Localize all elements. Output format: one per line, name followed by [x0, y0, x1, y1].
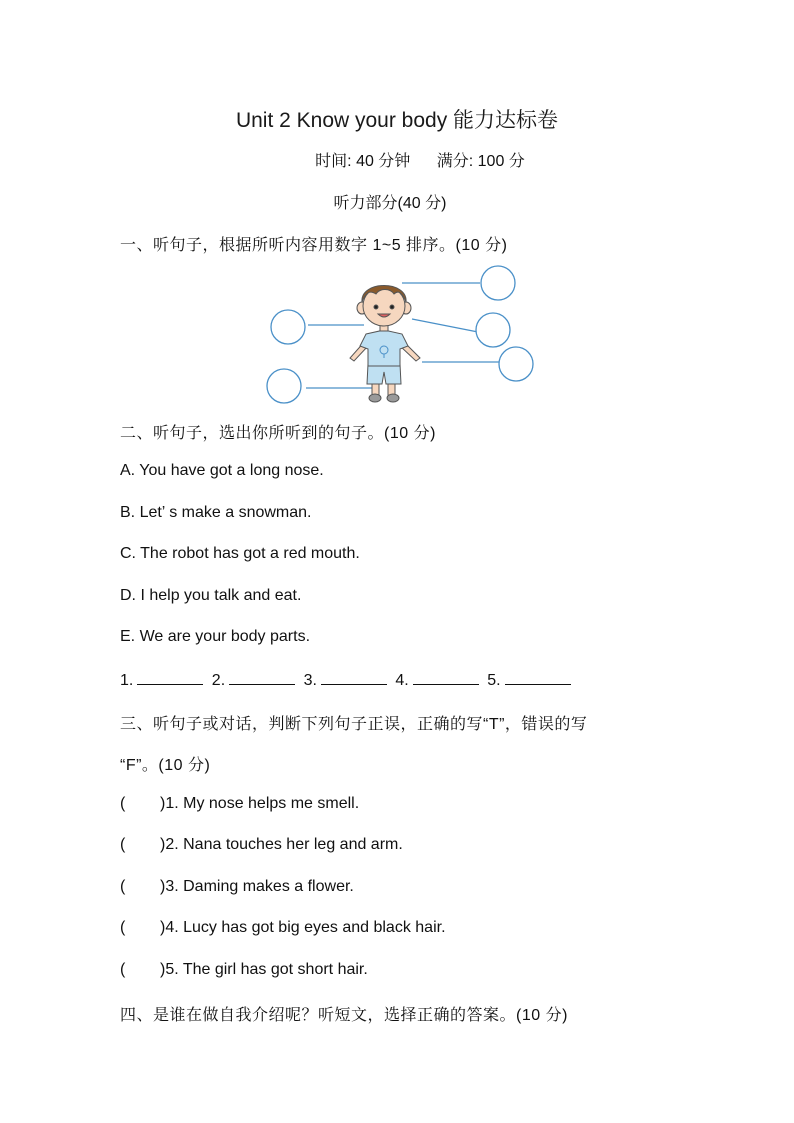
- answer-circle-4: [499, 347, 533, 381]
- answer-label-4: 4.: [395, 672, 409, 689]
- time-limit: 时间: 40 分钟: [315, 153, 411, 170]
- answer-blank-1[interactable]: [137, 670, 203, 685]
- boy-illustration: [350, 286, 420, 403]
- answer-blank-2[interactable]: [229, 670, 295, 685]
- tf-item-1: [120, 795, 359, 813]
- listening-heading: 听力部分(40 分): [333, 195, 447, 212]
- option-e: E. We are your body parts.: [120, 628, 311, 645]
- section1-heading: 一、听句子，根据所听内容用数字 1~5 排序。(10 分): [120, 237, 508, 254]
- section2-heading: 二、听句子，选出你所听到的句子。(10 分): [120, 425, 436, 442]
- answer-blank-4[interactable]: [413, 670, 479, 685]
- answer-label-3: 3.: [303, 672, 317, 689]
- tf-item-3: [120, 878, 354, 896]
- body-parts-figure: [262, 262, 542, 407]
- answer-label-2: 2.: [211, 672, 226, 689]
- tf-item-5: [120, 961, 368, 979]
- exam-meta: [0, 148, 794, 171]
- answer-circle-3: [476, 313, 510, 347]
- tf-item-text-4: )4. Lucy has got big eyes and black hair.: [160, 919, 446, 936]
- full-score: 满分: 100 分: [436, 153, 525, 170]
- tf-item-4: [120, 919, 446, 937]
- tf-item-text-1: )1. My nose helps me smell.: [160, 795, 360, 812]
- answer-blanks-row: [120, 670, 575, 690]
- answer-label-1: 1.: [120, 672, 134, 689]
- connector-line-mouth: [412, 319, 478, 332]
- option-a: A. You have got a long nose.: [120, 462, 324, 479]
- tf-item-text-5: )5. The girl has got short hair.: [160, 961, 368, 978]
- tf-answer-box-2[interactable]: (: [120, 836, 126, 853]
- answer-circle-1: [481, 266, 515, 300]
- answer-blank-5[interactable]: [505, 670, 571, 685]
- section3-heading-line1: 三、听句子或对话，判断下列句子正误，正确的写“T”，错误的写: [120, 716, 588, 733]
- tf-answer-box-3[interactable]: (: [120, 878, 126, 895]
- answer-label-5: 5.: [487, 672, 501, 689]
- answer-circle-2: [271, 310, 305, 344]
- answer-circle-5: [267, 369, 301, 403]
- tf-item-2: [120, 836, 403, 854]
- answer-blank-3[interactable]: [321, 670, 387, 685]
- section4-heading: 四、是谁在做自我介绍呢？听短文，选择正确的答案。(10 分): [120, 1007, 568, 1024]
- section3-heading-line2: “F”。(10 分): [120, 757, 211, 774]
- option-d: D. I help you talk and eat.: [120, 587, 302, 604]
- option-b: B. Let’ s make a snowman.: [120, 504, 312, 521]
- option-c: C. The robot has got a red mouth.: [120, 545, 360, 562]
- tf-answer-box-1[interactable]: (: [120, 795, 126, 812]
- tf-answer-box-5[interactable]: (: [120, 961, 126, 978]
- tf-item-text-3: )3. Daming makes a flower.: [160, 878, 354, 895]
- page-title: Unit 2 Know your body 能力达标卷: [235, 109, 559, 132]
- tf-answer-box-4[interactable]: (: [120, 919, 126, 936]
- tf-item-text-2: )2. Nana touches her leg and arm.: [160, 836, 403, 853]
